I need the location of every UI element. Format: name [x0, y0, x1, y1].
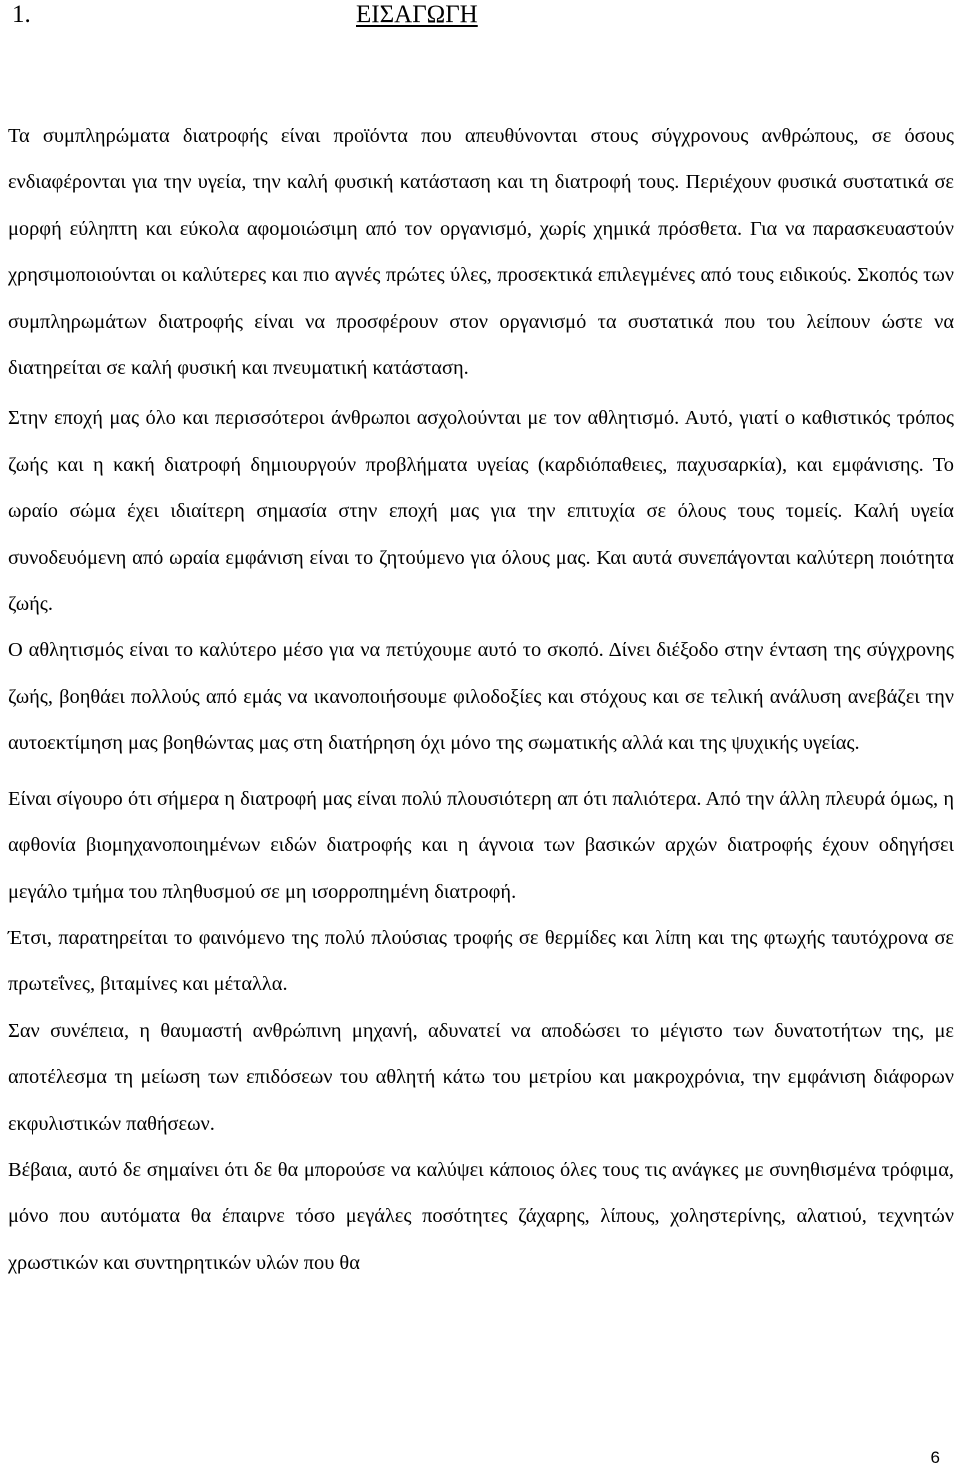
paragraph-ordinary-food: Βέβαια, αυτό δε σημαίνει ότι δε θα μπορούσε να καλύψει κάποιος όλες τους τις ανάγκες με συνηθισμένα τρόφιμα, μόνο που αυτόματα θα έπαιρνε τόσο μεγάλες ποσότητες ζάχαρης, λίπους, χοληστερίνης, αλατιού, τεχνητών χρωστικών και συντηρητικών υλών που θα: [8, 1158, 954, 1274]
body-text: [8, 113, 954, 1286]
paragraph-athletics: Ο αθλητισμός είναι το καλύτερο μέσο για να πετύχουμε αυτό το σκοπό. Δίνει διέξοδο στην ένταση της σύγχρονης ζωής, βοηθάει πολλούς από εμάς να ικανοποιήσουμε φιλοδοξίες και στόχους και σε τελική ανάλυση ανεβάζει την αυτοεκτίμηση μας βοηθώντας μας στη διατήρηση όχι μόνο της σωματικής αλλά και της ψυχικής υγείας.: [8, 639, 954, 755]
paragraph-calories: Έτσι, παρατηρείται το φαινόμενο της πολύ πλούσιας τροφής σε θερμίδες και λίπη και της φτωχής ταυτόχρονα σε πρωτεΐνες, βιταμίνες και μέταλλα.: [8, 926, 954, 996]
paragraph-diet: Είναι σίγουρο ότι σήμερα η διατροφή μας είναι πολύ πλουσιότερη απ ότι παλιότερα. Από την άλλη πλευρά όμως, η αφθονία βιομηχανοποιημένων ειδών διατροφής και η άγνοια των βασικών αρχών διατροφής έχουν οδηγήσει μεγάλο τμήμα του πληθυσμού σε μη ισορροπημένη διατροφή.: [8, 787, 954, 903]
section-number: 1.: [12, 1, 31, 28]
paragraph-sports: Στην εποχή μας όλο και περισσότεροι άνθρωποι ασχολούνται με τον αθλητισμό. Αυτό, γιατί ο καθιστικός τρόπος ζωής και η κακή διατροφή δημιουργούν προβλήματα υγείας (καρδιόπαθειες, παχυσαρκία), και εμφάνισης. Το ωραίο σώμα έχει ιδιαίτερη σημασία στην εποχή μας για την επιτυχία σε όλους τους τομείς. Καλή υγεία συνοδευόμενη από ωραία εμφάνιση είναι το ζητούμενο για όλους μας. Και αυτά συνεπάγονται καλύτερη ποιότητα ζωής.: [8, 407, 954, 616]
page-number: 6: [930, 1448, 940, 1467]
paragraph-intro: Τα συμπληρώματα διατροφής είναι προϊόντα που απευθύνονται στους σύγχρονους ανθρώπους, σε όσους ενδιαφέρονται για την υγεία, την καλή φυσική κατάσταση και τη διατροφή τους. Περιέχουν φυσικά συστατικά σε μορφή εύληπτη και εύκολα αφομοιώσιμη από τον οργανισμό, χωρίς χημικά πρόσθετα. Για να παρασκευαστούν χρησιμοποιούνται οι καλύτερες και πιο αγνές πρώτες ύλες, προσεκτικά επιλεγμένες από τους ειδικούς. Σκοπός των συμπληρωμάτων διατροφής είναι να προσφέρουν στον οργανισμό τα συστατικά που του λείπουν ώστε να διατηρείται σε καλή φυσική και πνευματική κατάσταση.: [8, 125, 954, 380]
paragraph-consequence: Σαν συνέπεια, η θαυμαστή ανθρώπινη μηχανή, αδυνατεί να αποδώσει το μέγιστο των δυνατοτήτων της, με αποτέλεσμα τη μείωση των επιδόσεων του αθλητή κάτω του μετρίου και μακροχρόνια, την εμφάνιση διάφορων εκφυλιστικών παθήσεων.: [8, 1019, 954, 1135]
section-title: ΕΙΣΑΓΩΓΗ: [356, 1, 478, 28]
